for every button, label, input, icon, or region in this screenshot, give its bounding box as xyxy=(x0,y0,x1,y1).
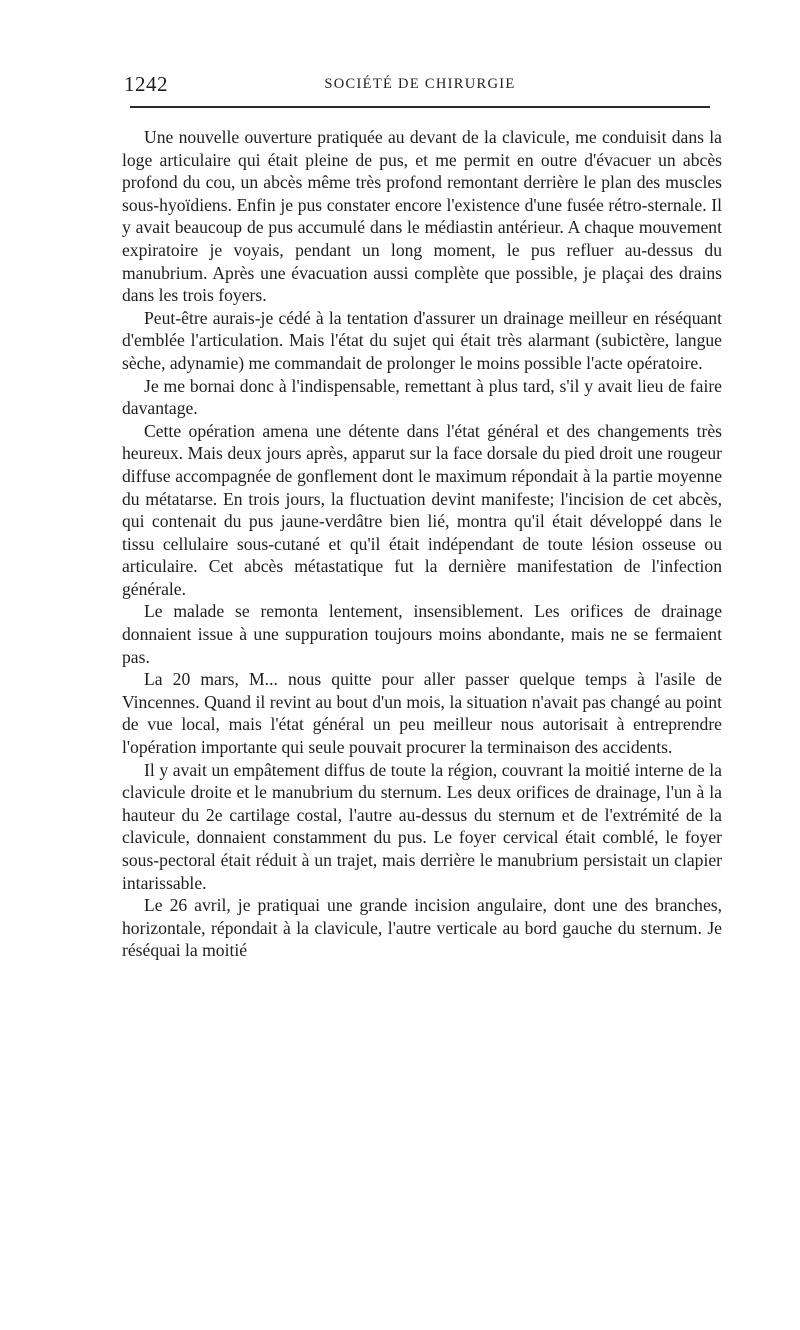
body-text xyxy=(122,126,722,962)
paragraph: Je me bornai donc à l'indispensable, remettant à plus tard, s'il y avait lieu de faire davantage. xyxy=(122,375,722,419)
paragraph: Peut-être aurais-je cédé à la tentation d'assurer un drainage meilleur en réséquant d'emblée l'articulation. Mais l'état du sujet qui était très alarmant (subictère, langue sèche, adynamie) me commandait de prolonger le moins possible l'acte opératoire. xyxy=(122,307,722,373)
paragraph: La 20 mars, M... nous quitte pour aller passer quelque temps à l'asile de Vincennes. Quand il revint au bout d'un mois, la situation n'avait pas changé au point de vue local, mais l'état général un peu meilleur nous autorisait à entreprendre l'opération importante qui seule pouvait procurer la terminaison des accidents. xyxy=(122,669,722,758)
paragraph: Une nouvelle ouverture pratiquée au devant de la clavicule, me conduisit dans la loge articulaire qui était pleine de pus, et me permit en outre d'évacuer un abcès profond du cou, un abcès même très profond remontant derrière le plan des muscles sous-hyoïdiens. Enfin je pus constater encore l'existence d'une fusée rétro-sternale. Il y avait beaucoup de pus accumulé dans le médiastin antérieur. A chaque mouvement expiratoire je voyais, pendant un long moment, le pus refluer au-dessus du manubrium. Après une évacuation aussi complète que possible, je plaçai des drains dans les trois foyers. xyxy=(122,127,722,306)
page-number: 1242 xyxy=(124,72,168,96)
page-header xyxy=(120,68,720,98)
paragraph: Le 26 avril, je pratiquai une grande incision angulaire, dont une des branches, horizontale, répondait à la clavicule, l'autre verticale au bord gauche du sternum. Je réséquai la moitié xyxy=(122,895,722,961)
paragraph: Le malade se remonta lentement, insensiblement. Les orifices de drainage donnaient issue à une suppuration toujours moins abondante, mais ne se fermaient pas. xyxy=(122,601,722,667)
running-title: SOCIÉTÉ DE CHIRURGIE xyxy=(324,76,516,92)
header-rule xyxy=(130,106,710,108)
paragraph: Cette opération amena une détente dans l'état général et des changements très heureux. Mais deux jours après, apparut sur la face dorsale du pied droit une rougeur diffuse accompagnée de gonflement dont le maximum répondait à la partie moyenne du métatarse. En trois jours, la fluctuation devint manifeste; l'incision de cet abcès, qui contenait du pus jaune-verdâtre bien lié, montra qu'il était développé dans le tissu cellulaire sous-cutané et qu'il était indépendant de toute lésion osseuse ou articulaire. Cet abcès métastatique fut la dernière manifestation de l'infection générale. xyxy=(122,420,722,599)
paragraph: Il y avait un empâtement diffus de toute la région, couvrant la moitié interne de la clavicule droite et le manubrium du sternum. Les deux orifices de drainage, l'un à la hauteur du 2e cartilage costal, l'autre au-dessus du sternum et de l'extrémité de la clavicule, donnaient constamment du pus. Le foyer cervical était comblé, le foyer sous-pectoral était réduit à un trajet, mais derrière le manubrium persistait un clapier intarissable. xyxy=(122,759,722,893)
